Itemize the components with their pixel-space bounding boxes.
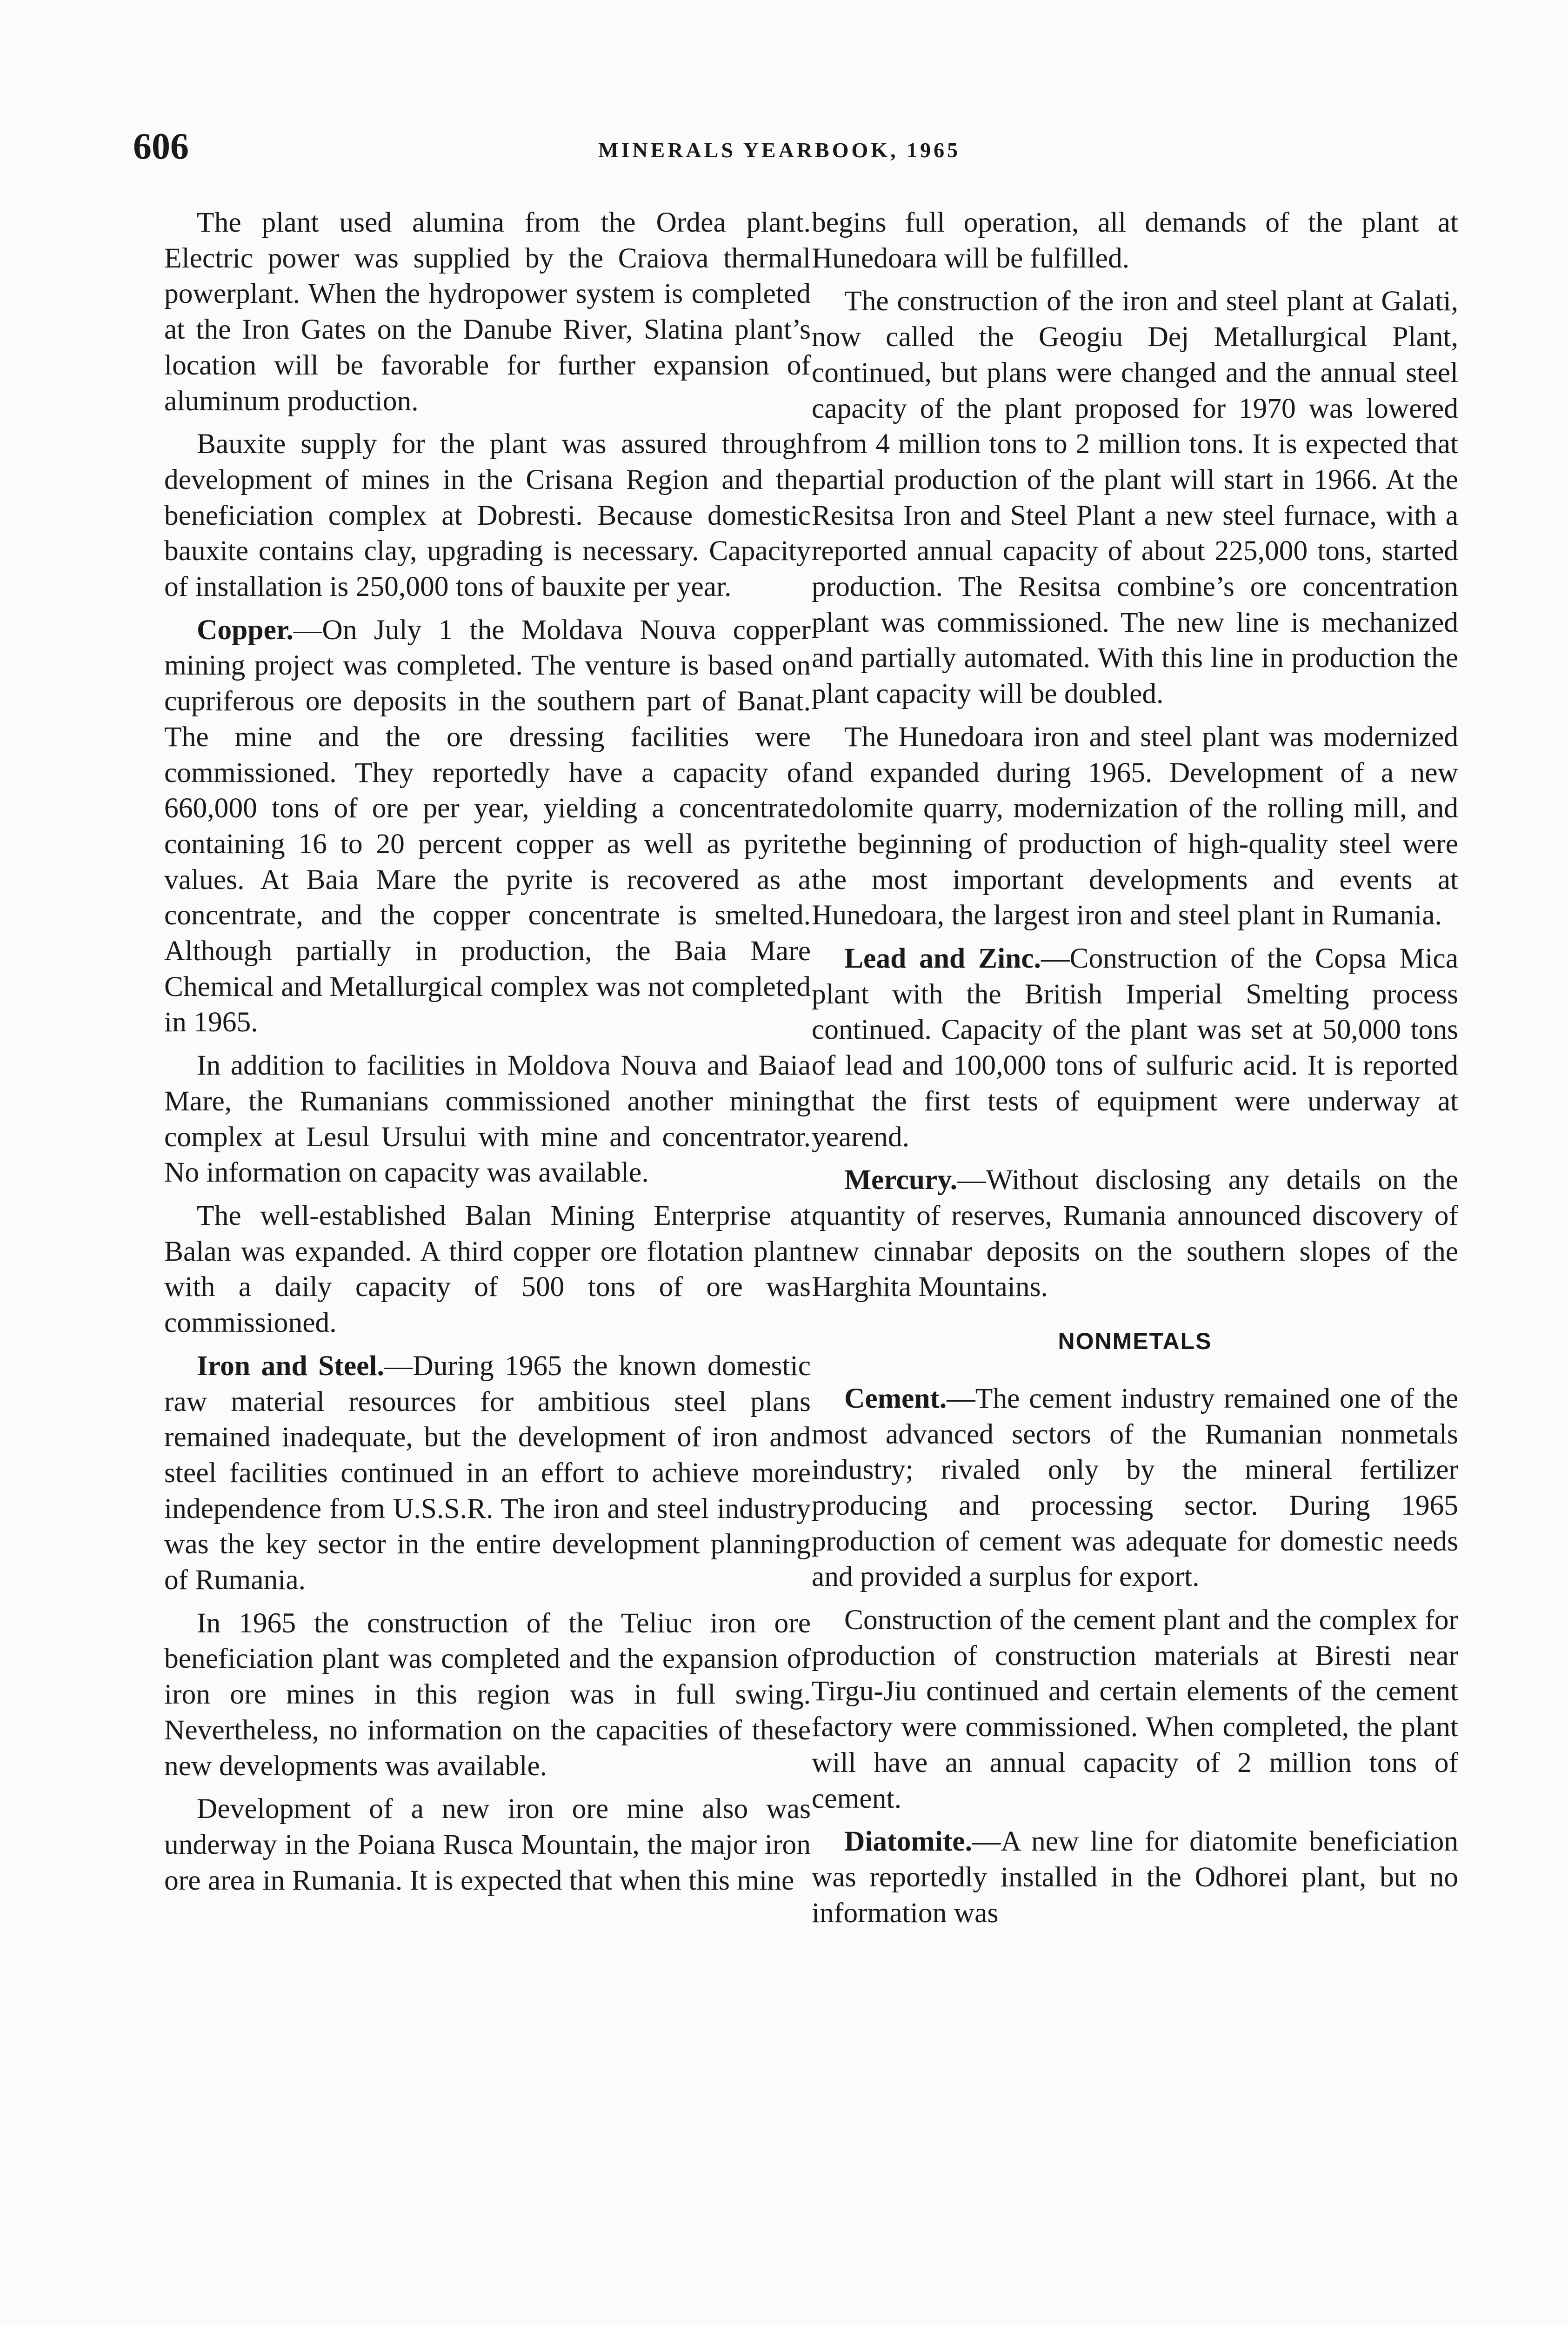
paragraph-mercury xyxy=(812,1162,1458,1305)
mercury-run-in-heading: Mercury. xyxy=(844,1164,958,1196)
page-number: 606 xyxy=(133,126,189,167)
paragraph-hunedoara-demands: begins full operation, all demands of the plant at Hunedoara will be fulfilled. xyxy=(812,207,1458,274)
copper-run-in-heading: Copper. xyxy=(197,614,294,646)
section-heading-nonmetals: NONMETALS xyxy=(1058,1328,1212,1355)
paragraph-cement xyxy=(812,1381,1458,1595)
diatomite-run-in-heading: Diatomite. xyxy=(844,1825,972,1858)
running-head: MINERALS YEARBOOK, 1965 xyxy=(598,138,961,162)
right-column xyxy=(812,205,1458,1938)
cement-text: —The cement industry remained one of the most advanced sectors of the Rumanian nonmetals industry; rivaled only by the mineral fertilizer producing and processing sector. During 1965 production of cement was adequate for domestic needs and provided a surplus for export. xyxy=(812,1382,1458,1593)
paragraph-mining-complex: In addition to facilities in Moldova Nouva and Baia Mare, the Rumanians commissioned another mining complex at Lesul Ursului with mine and concentrator. No information on capacity was available. xyxy=(164,1049,811,1189)
paragraph-lead-zinc xyxy=(812,941,1458,1155)
left-column xyxy=(164,205,811,1905)
paragraph-copper xyxy=(164,612,811,1040)
mercury-text: —Without disclosing any details on the quantity of reserves, Rumania announced discovery of new cinnabar deposits on the southern slopes of the Harghita Mountains. xyxy=(812,1164,1458,1303)
lead-zinc-text: —Construction of the Copsa Mica plant with the British Imperial Smelting process continued. Capacity of the plant was set at 50,000 tons of lead and 100,000 tons of sulfuric acid. It is reported that the first tests of equipment were underway at yearend. xyxy=(812,942,1458,1153)
paragraph-balan: The well-established Balan Mining Enterprise at Balan was expanded. A third copper ore flotation plant with a daily capacity of 500 tons of ore was commissioned. xyxy=(164,1199,811,1339)
paragraph-hunedoara-modernized: The Hunedoara iron and steel plant was modernized and expanded during 1965. Development of a new dolomite quarry, modernization of the rolling mill, and the beginning of production of high-quality steel were the most important developments and events at Hunedoara, the largest iron and steel plant in Rumania. xyxy=(812,721,1458,931)
cement-run-in-heading: Cement. xyxy=(844,1382,947,1414)
paragraph-galati: The construction of the iron and steel plant at Galati, now called the Geogiu Dej Metallurgical Plant, continued, but plans were changed and the annual steel capacity of the plant proposed for 1970 was lowered from 4 million tons to 2 million tons. It is expected that partial production of the plant will start in 1966. At the Resitsa Iron and Steel Plant a new steel furnace, with a reported annual capacity of about 225,000 tons, started production. The Resitsa combine’s ore concentration plant was commissioned. The new line is mechanized and partially automated. With this line in production the plant capacity will be doubled. xyxy=(812,285,1458,710)
iron-steel-text: —During 1965 the known domestic raw material resources for ambitious steel plans remained inadequate, but the development of iron and steel facilities continued in an effort to achieve more independence from U.S.S.R. The iron and steel industry was the key sector in the entire development planning of Rumania. xyxy=(164,1350,811,1596)
diatomite-text: —A new line for diatomite beneficiation was reportedly installed in the Odhorei plant, but no information was xyxy=(812,1825,1458,1929)
lead-zinc-run-in-heading: Lead and Zinc. xyxy=(844,942,1041,975)
page-header xyxy=(133,122,1463,173)
copper-text: —On July 1 the Moldava Nouva copper mining project was completed. The venture is based on cupriferous ore deposits in the southern part of Banat. The mine and the ore dressing facilities were commissioned. They reportedly have a capacity of 660,000 tons of ore per year, yielding a concentrate containing 16 to 20 percent copper as well as pyrite values. At Baia Mare the pyrite is recovered as a concentrate, and the copper concentrate is smelted. Although partially in production, the Baia Mare Chemical and Metallurgical complex was not completed in 1965. xyxy=(164,614,811,1038)
iron-steel-run-in-heading: Iron and Steel. xyxy=(197,1350,384,1382)
paragraph-biresti: Construction of the cement plant and the complex for production of construction materials at Biresti near Tirgu-Jiu continued and certain elements of the cement factory were commissioned. When completed, the plant will have an annual capacity of 2 million tons of cement. xyxy=(812,1604,1458,1814)
paragraph-diatomite xyxy=(812,1824,1458,1931)
paragraph-bauxite: Bauxite supply for the plant was assured through development of mines in the Crisana Region and the beneficiation complex at Dobresti. Because domestic bauxite contains clay, upgrading is necessary. Capacity of installation is 250,000 tons of bauxite per year. xyxy=(164,428,811,603)
paragraph-alumina: The plant used alumina from the Ordea plant. Electric power was supplied by the Craiova thermal powerplant. When the hydropower system is completed at the Iron Gates on the Danube River, Slatina plant’s location will be favorable for further expansion of aluminum production. xyxy=(164,207,811,417)
paragraph-iron-steel xyxy=(164,1348,811,1598)
paragraph-poiana-rusca: Development of a new iron ore mine also was underway in the Poiana Rusca Mountain, the major iron ore area in Rumania. It is expected that when this mine xyxy=(164,1793,811,1896)
paragraph-teliuc: In 1965 the construction of the Teliuc iron ore beneficiation plant was completed and the expansion of iron ore mines in this region was in full swing. Nevertheless, no information on the capacities of these new developments was available. xyxy=(164,1607,811,1782)
